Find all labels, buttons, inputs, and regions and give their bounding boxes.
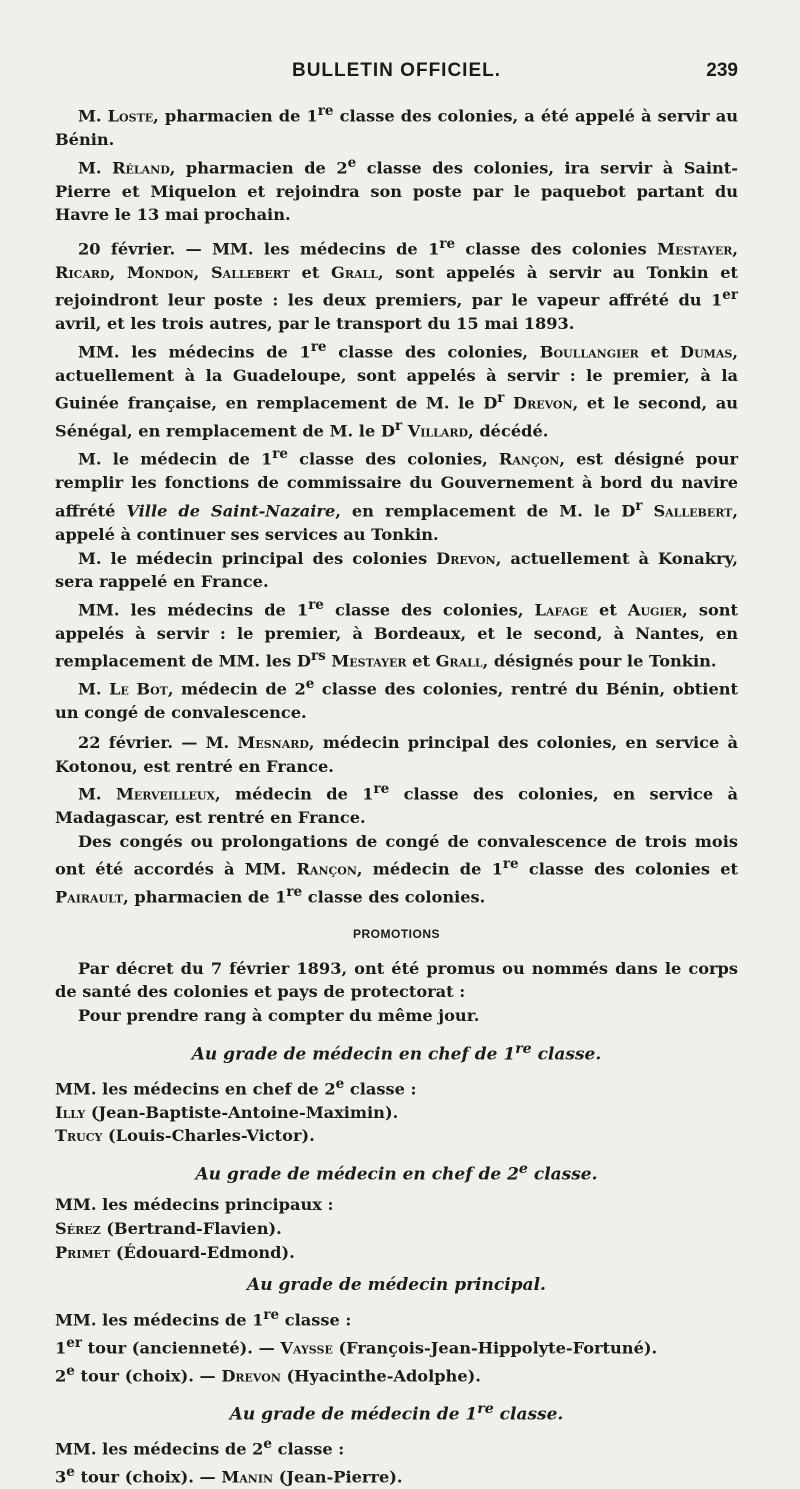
grade-lead: MM. les médecins de 2e classe : xyxy=(55,1435,345,1459)
promotion-entry: Trucy (Louis-Charles-Victor). xyxy=(55,1126,315,1146)
promotion-sections xyxy=(55,1038,738,1489)
paragraph-p3: 20 février. — MM. les médecins de 1re classe des colonies Mestayer, Ricard, Mondon, Sallebert et Grall, sont appelés à servir au Tonkin et rejoindront leur poste : les deux premiers, par le vapeur affrété du 1er avril, et les trois autres, par le transport du 15 mai 1893. xyxy=(55,235,738,334)
grade-lead: MM. les médecins de 1re classe : xyxy=(55,1306,352,1330)
paragraph-p2: M. Réland, pharmacien de 2e classe des colonies, ira servir à Saint-Pierre et Miquelon et rejoindra son poste par le paquebot partant du Havre le 13 mai prochain. xyxy=(55,154,738,225)
paragraph-p1: M. Loste, pharmacien de 1re classe des colonies, a été appelé à servir au Bénin. xyxy=(55,103,738,149)
promotions-heading: PROMOTIONS xyxy=(352,927,440,942)
promotion-entry: Primet (Édouard-Edmond). xyxy=(55,1242,295,1262)
paragraph-p5: M. le médecin de 1re classe des colonies, Rançon, est désigné pour remplir les fonctions de commissaire du Gouvernement à bord du navire affrété Ville de Saint-Nazaire, en remplacement de M. le $D^r$ Sallebert, appelé à continuer ses services au Tonkin. xyxy=(55,446,738,545)
grade-heading: Au grade de médecin en chef de 1re classe. xyxy=(191,1040,602,1065)
promotions-intro: Par décret du 7 février 1893, ont été promus ou nommés dans le corps de santé des colonies et pays de protectorat : xyxy=(55,958,738,1002)
paragraph-p7: MM. les médecins de 1re classe des colonies, Lafage et Augier, sont appelés à servir : le premier, à Bordeaux, et le second, à Nantes, en remplacement de MM. les $D^{rs}$ Mestayer et Grall, désignés pour le Tonkin. xyxy=(55,596,738,671)
running-header xyxy=(55,60,738,86)
grade-heading: Au grade de médecin en chef de 2e classe. xyxy=(195,1161,598,1185)
promotion-entry: Sérez (Bertrand-Flavien). xyxy=(55,1218,282,1238)
paragraph-p9: 22 février. — M. Mesnard, médecin principal des colonies, en service à Kotonou, est rentré en France. xyxy=(55,732,738,776)
grade-heading: Au grade de médecin de 1re classe. xyxy=(229,1400,564,1425)
promotion-entry: 2e tour (choix). — Drevon (Hyacinthe-Adolphe). xyxy=(55,1362,481,1386)
paragraph-p11: Des congés ou prolongations de congé de convalescence de trois mois ont été accordés à MM. Rançon, médecin de 1re classe des colonies et Pairault, pharmacien de 1re classe des colonies. xyxy=(55,831,738,907)
grade-lead: MM. les médecins en chef de 2e classe : xyxy=(55,1075,417,1099)
paragraph-p4: MM. les médecins de 1re classe des colonies, Boullangier et Dumas, actuellement à la Guadeloupe, sont appelés à servir : le premier, à la Guinée française, en remplacement de M. le $D^r$ Drevon, et le second, au Sénégal, en remplacement de M. le $D^r$ Villard, décédé. xyxy=(55,338,738,441)
grade-heading: Au grade de médecin principal. xyxy=(247,1275,546,1296)
promotions-rank-note: Pour prendre rang à compter du même jour. xyxy=(78,1006,480,1026)
promotion-entry: 3e tour (choix). — Manin (Jean-Pierre). xyxy=(55,1463,403,1487)
announcement-list xyxy=(55,100,738,909)
paragraph-p6: M. le médecin principal des colonies Drevon, actuellement à Konakry, sera rappelé en France. xyxy=(55,548,738,592)
journal-title: BULLETIN OFFICIEL. xyxy=(291,60,502,81)
page-number: 239 xyxy=(706,60,738,81)
promotion-entry: 1er tour (ancienneté). — Vaysse (François-Jean-Hippolyte-Fortuné). xyxy=(55,1334,658,1358)
grade-lead: MM. les médecins principaux : xyxy=(55,1195,334,1215)
promotion-entry: Illy (Jean-Baptiste-Antoine-Maximin). xyxy=(55,1102,399,1122)
document-body xyxy=(55,100,738,1489)
paragraph-p10: M. Merveilleux, médecin de 1re classe des colonies, en service à Madagascar, est rentré en France. xyxy=(55,781,738,828)
paragraph-p8: M. Le Bot, médecin de 2e classe des colonies, rentré du Bénin, obtient un congé de convalescence. xyxy=(55,676,738,723)
